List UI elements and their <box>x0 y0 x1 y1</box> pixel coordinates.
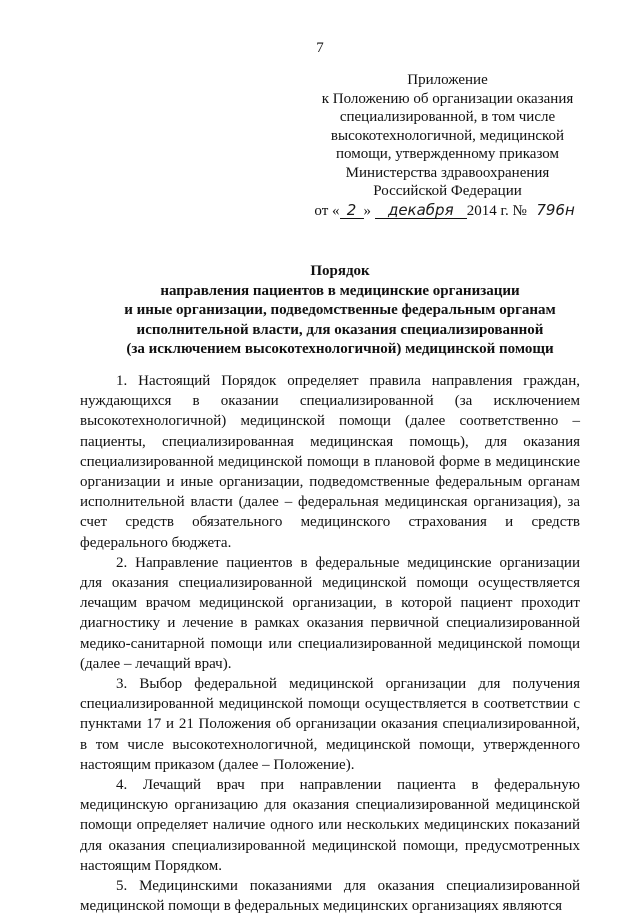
appendix-line: помощи, утвержденному приказом <box>335 146 559 162</box>
appendix-line: специализированной, в том числе <box>339 109 556 125</box>
appendix-line: Приложение <box>407 72 488 88</box>
order-date-line <box>300 202 595 221</box>
handwritten-day: 2 <box>340 202 364 219</box>
document-body <box>80 371 580 916</box>
date-prefix: от « <box>314 202 340 219</box>
title-line: Порядок <box>310 263 370 279</box>
appendix-line: к Положению об организации оказания <box>321 90 574 107</box>
appendix-header <box>300 71 595 220</box>
date-mid: » <box>363 202 372 219</box>
title-line: исполнительной власти, для оказания специализированной <box>136 321 544 338</box>
paragraph-1: 1. Настоящий Порядок определяет правила направления граждан, нуждающихся в оказании специализированной (за исключением высокотехнологичной) медицинской помощи (далее соответственно – пациенты, специализированная медицинская помощь), для оказания специализированной медицинской помощи в плановой форме в медицинские организации и иные организации, подведомственные федеральным органам исполнительной власти (далее – федеральная медицинская организация), за счет средств обязательного медицинского страхования и средств федерального бюджета. <box>80 373 580 551</box>
title-line: (за исключением высокотехнологичной) медицинской помощи <box>126 341 554 357</box>
paragraph-2: 2. Направление пациентов в федеральные медицинские организации для оказания специализированной медицинской помощи осуществляется лечащим врачом медицинской организации, в которой пациент проходит диагностику и лечение в рамках оказания первичной специализированной медико-санитарной помощи или специализированной медицинской помощи (далее – лечащий врач). <box>80 554 580 672</box>
appendix-line: Министерства здравоохранения <box>345 164 550 181</box>
paragraph-4: 4. Лечащий врач при направлении пациента в федеральную медицинскую организацию для оказания специализированной медицинской помощи определяет наличие одного или нескольких медицинских показаний для оказания специализированной медицинской помощи, предусмотренных настоящим Порядком. <box>80 777 580 874</box>
appendix-line: Российской Федерации <box>373 183 522 199</box>
appendix-line: высокотехнологичной, медицинской <box>330 127 565 144</box>
handwritten-month: декабря <box>375 202 467 219</box>
document-title <box>60 262 620 360</box>
date-year: 2014 г. № <box>466 202 527 219</box>
title-line: и иные организации, подведомственные федеральным органам <box>124 302 556 318</box>
page-number: 7 <box>316 40 324 56</box>
paragraph-5: 5. Медицинскими показаниями для оказания специализированной медицинской помощи в федеральных медицинских организациях являются <box>80 878 580 915</box>
handwritten-order-number: 796н <box>536 200 575 219</box>
paragraph-3: 3. Выбор федеральной медицинской организации для получения специализированной медицинской помощи осуществляется в соответствии с пунктами 17 и 21 Положения об организации оказания специализированной, в том числе высокотехнологичной, медицинской помощи, утвержденного настоящим приказом (далее – Положение). <box>80 676 580 773</box>
title-line: направления пациентов в медицинские организации <box>160 282 520 299</box>
